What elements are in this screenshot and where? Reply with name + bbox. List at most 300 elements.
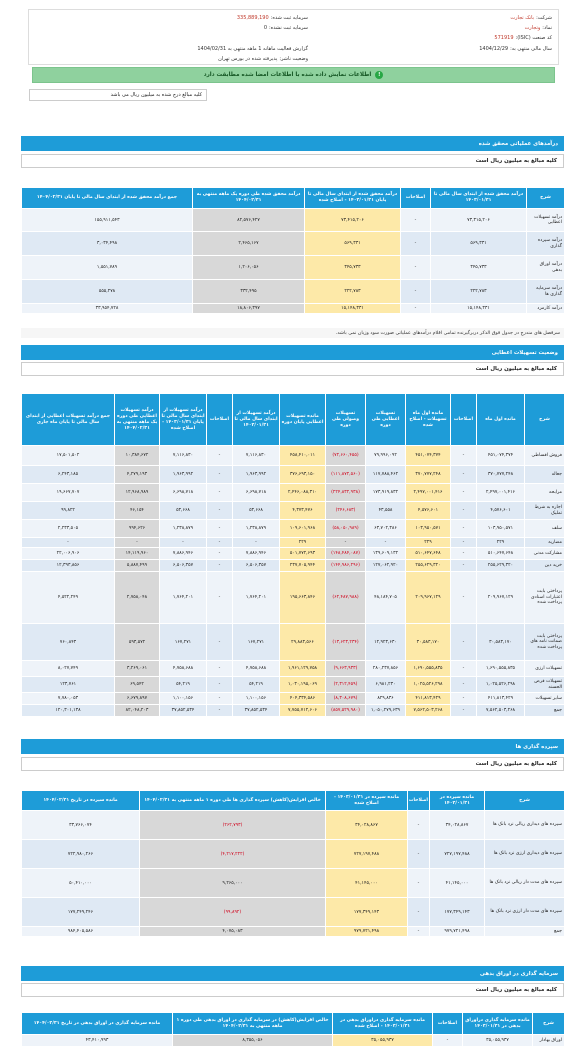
table-cell: ۱۷,۵۰۱,۵۰۲ bbox=[22, 446, 115, 466]
table-row bbox=[22, 560, 565, 572]
table-cell: ۵۴,۲۱۹ bbox=[233, 677, 280, 693]
table-cell: ۱۵,۱۴۸,۳۳۱ bbox=[431, 304, 527, 314]
table-cell: - bbox=[22, 538, 115, 548]
table-cell: - bbox=[207, 538, 233, 548]
table-cell: ۶,۶۹۸,۷۱۸ bbox=[233, 484, 280, 502]
section-loans-unit bbox=[21, 362, 564, 376]
table-cell: ۴,۵۷۶,۶۰۱ bbox=[477, 502, 525, 520]
table-cell: ۲,۴۹۷,۰۰۱,۴۱۶ bbox=[406, 484, 451, 502]
table-cell: ۳۳,۹۵۴,۷۲۸ bbox=[22, 304, 193, 314]
section-revenue-unit bbox=[21, 154, 564, 168]
table-cell: ۱,۷۶۴,۲۰۱ bbox=[160, 572, 207, 624]
table-cell: ۴۱,۱۴۵,۰۰۰ bbox=[430, 869, 485, 898]
table-cell: (۷۲,۶۶۰,۴۵۵) bbox=[326, 446, 366, 466]
table-cell: - bbox=[115, 538, 160, 548]
column-header: مانده اول ماه تسهیلات - اصلاح شده bbox=[406, 394, 451, 446]
table-cell: ۵۰,۴۱۰,۰۰۰ bbox=[22, 869, 140, 898]
revenue-footnote bbox=[21, 328, 564, 338]
table-cell: ۹۹۴,۶۲۶ bbox=[115, 520, 160, 538]
column-header: درآمد محقق شده طی دوره یک ماهه منتهی به ۱۴۰۴/۰۲/۳۱ bbox=[193, 188, 305, 209]
section-bonds-unit bbox=[21, 983, 564, 997]
table-cell: - bbox=[233, 538, 280, 548]
row-label: جعاله bbox=[525, 466, 565, 484]
section-bonds-title bbox=[21, 966, 564, 981]
table-cell: (۸,۳۰۸,۶۷۹) bbox=[326, 693, 366, 705]
symbol-value: وتجارت bbox=[524, 25, 541, 31]
table-cell: (۶۲,۴۸۷,۹۸۸) bbox=[326, 572, 366, 624]
table-cell: - bbox=[451, 560, 477, 572]
isic-label: کد صنعت (ISIC): bbox=[515, 35, 552, 41]
report-row bbox=[197, 44, 308, 54]
deposits-table bbox=[21, 790, 565, 937]
table-cell: - bbox=[207, 624, 233, 661]
table-cell: - bbox=[401, 256, 431, 280]
table-cell: (۱۴۴,۹۸۶,۲۹۶) bbox=[326, 560, 366, 572]
table-cell: ۴۰۴,۳۳۴,۵۸۶ bbox=[280, 693, 326, 705]
table-cell: ۳,۰۳۴,۴۹۸ bbox=[22, 232, 193, 256]
table-cell: - bbox=[451, 677, 477, 693]
table-cell: ۱۲۷,۰۶۲,۹۲۰ bbox=[366, 560, 406, 572]
verified-alert bbox=[32, 67, 555, 83]
table-cell: ۲۲۲,۷۸۳ bbox=[305, 280, 401, 304]
table-cell: (۱۴۸,۴۸۴,۰۸۷) bbox=[326, 548, 366, 560]
row-label: سلف bbox=[525, 520, 565, 538]
table-cell: ۴۵۱,۰۷۴,۳۷۴ bbox=[406, 446, 451, 466]
table-cell: ۳۴۵,۷۳۳ bbox=[431, 256, 527, 280]
table-cell: ۲۵۵,۶۲۹,۳۲۰ bbox=[406, 560, 451, 572]
table-cell: ۳۷,۸۵۲,۵۳۴ bbox=[233, 705, 280, 717]
row-label: اوراق بهادار bbox=[533, 1035, 565, 1047]
report-label: گزارش فعالیت ماهانه 1 ماهه منتهی به 1404/02/31 bbox=[197, 46, 308, 52]
table-row bbox=[22, 484, 565, 502]
table-cell: ۲۹,۸۸۳,۵۶۶ bbox=[280, 624, 326, 661]
info-icon: ! bbox=[375, 71, 383, 79]
table-cell: - bbox=[366, 538, 406, 548]
table-cell: ۴,۲۷۹,۱۹۳ bbox=[115, 466, 160, 484]
table-cell: - bbox=[408, 869, 430, 898]
table-cell: - bbox=[207, 548, 233, 560]
row-label: درآمد سپرده گذاری bbox=[527, 232, 565, 256]
table-cell: ۸,۳۵۵,۰۵۶ bbox=[173, 1035, 333, 1047]
table-cell: ۴,۷۵۸,۶۸۸ bbox=[160, 661, 207, 677]
column-header: اصلاحات bbox=[451, 394, 477, 446]
table-cell: - bbox=[451, 538, 477, 548]
row-label: فروش اقساطی bbox=[525, 446, 565, 466]
table-cell: - bbox=[207, 446, 233, 466]
table-cell: - bbox=[401, 232, 431, 256]
table-cell: ۴۱,۱۴۵,۰۰۰ bbox=[326, 869, 408, 898]
section-title-text: سرمایه گذاری در اوراق بدهی bbox=[479, 970, 558, 977]
table-cell: ۷,۵۶۲,۵۰۳,۲۶۸ bbox=[406, 705, 451, 717]
row-label: سپرده های مدت دار ریالی نزد بانک ها bbox=[485, 869, 565, 898]
table-header-row bbox=[22, 791, 565, 811]
table-cell: ۵۳,۶۶۸ bbox=[160, 502, 207, 520]
table-cell: ۱,۶۹۰,۵۵۵,۸۳۵ bbox=[406, 661, 451, 677]
table-cell: ۳۰,۵۸۳,۱۷۰ bbox=[477, 624, 525, 661]
status-row bbox=[218, 54, 308, 64]
table-cell: ۲,۴۹۷,۰۰۱,۴۱۶ bbox=[477, 484, 525, 502]
table-cell: ۱,۲۰۶,۰۵۶ bbox=[193, 256, 305, 280]
table-cell: - bbox=[207, 520, 233, 538]
section-deposits-unit bbox=[21, 757, 564, 771]
row-label: سپرده های دیداری ریالی نزد بانک ها bbox=[485, 811, 565, 840]
table-cell: - bbox=[207, 560, 233, 572]
column-header: شرح bbox=[533, 1013, 565, 1035]
table-cell: ۴,۷۵۸,۶۸۸ bbox=[233, 661, 280, 677]
column-header: درآمد محقق شده از ابتدای سال مالی تا پایان ۱۴۰۳/۰۱/۳۱ - اصلاح شده bbox=[305, 188, 401, 209]
table-cell: ۳۴۵,۷۳۳ bbox=[305, 256, 401, 280]
column-header: درآمد تسهیلات از ابتدای سال مالی تا پایان ۱۴۰۳/۰۱/۳۱ - اصلاح شده bbox=[160, 394, 207, 446]
table-cell: ۶,۶۹۸,۷۱۸ bbox=[160, 484, 207, 502]
table-cell: ۴۱۱,۸۱۳,۴۲۹ bbox=[406, 693, 451, 705]
table-cell: ۴۵۸,۴۱۰,۰۱۱ bbox=[280, 446, 326, 466]
row-label: پرداختی بابت اعتبارات اسنادی پرداخت شده bbox=[525, 572, 565, 624]
table-cell: - bbox=[326, 538, 366, 548]
table-cell: - bbox=[408, 898, 430, 927]
table-cell: ۹۹,۸۲۲ bbox=[22, 502, 115, 520]
revenue-table bbox=[21, 187, 565, 314]
table-cell: - bbox=[451, 705, 477, 717]
row-label: پرداختی بابت ضمانت نامه های پرداخت شده bbox=[525, 624, 565, 661]
table-cell: ۷,۷۵۵,۷۱۲,۶۰۶ bbox=[280, 705, 326, 717]
table-cell: - bbox=[451, 661, 477, 677]
column-header: مانده اول ماه bbox=[477, 394, 525, 446]
table-cell: ۱۱۷,۷۸۸,۴۶۲ bbox=[366, 466, 406, 484]
row-label: درآمد اوراق بدهی bbox=[527, 256, 565, 280]
table-row bbox=[22, 502, 565, 520]
table-cell: ۷,۱۱۶,۸۳۰ bbox=[233, 446, 280, 466]
section-title-text: درآمدهای عملیاتی محقق شده bbox=[478, 140, 558, 147]
table-row bbox=[22, 304, 565, 314]
table-cell: ۳۷۰,۷۷۷,۲۴۸ bbox=[477, 466, 525, 484]
table-cell: - bbox=[408, 927, 430, 937]
column-header: درآمد تسهیلات از ابتدای سال مالی تا ۱۴۰۳/۰۱/۳۱ bbox=[233, 394, 280, 446]
table-row bbox=[22, 898, 565, 927]
table-cell: ۲۳۷,۷۰۵,۹۴۴ bbox=[280, 560, 326, 572]
table-cell: ۵۹۳,۵۷۲ bbox=[115, 624, 160, 661]
company-label: شرکت: bbox=[536, 15, 552, 21]
row-label: جمع bbox=[525, 705, 565, 717]
table-row bbox=[22, 840, 565, 869]
table-cell: ۱۸,۸۰۶,۳۹۷ bbox=[193, 304, 305, 314]
table-cell: ۲۲۹ bbox=[406, 538, 451, 548]
table-cell: (۵۸,۰۵۰,۹۸۹) bbox=[326, 520, 366, 538]
company-info-box bbox=[28, 9, 559, 65]
table-cell: ۱۷۷,۳۴۹,۱۴۳ bbox=[430, 898, 485, 927]
table-cell: ۲۸۰,۲۳۷,۸۵۶ bbox=[366, 661, 406, 677]
unreg-label: سرمایه ثبت نشده: bbox=[269, 25, 308, 31]
table-cell: ۵۶۹,۳۳۱ bbox=[431, 232, 527, 256]
table-cell: ۵۶۹,۳۳۱ bbox=[305, 232, 401, 256]
table-cell: ۳۰,۵۸۳,۱۷۰ bbox=[406, 624, 451, 661]
bonds-table bbox=[21, 1012, 565, 1047]
column-header: خالص افزایش(کاهش) در سرمایه گذاری در اوراق بدهی طی دوره ۱ ماهه منتهی به ۱۴۰۴/۰۲/۳۱ bbox=[173, 1013, 333, 1035]
table-cell: ۱۰۳,۹۵۰,۵۷۱ bbox=[406, 520, 451, 538]
table-cell: ۸۲,۰۴۸,۲۰۳ bbox=[115, 705, 160, 717]
column-header: مانده سرمایه گذاری در اوراق بدهی در تاریخ ۱۴۰۴/۰۲/۳۱ bbox=[22, 1013, 173, 1035]
table-cell: - bbox=[401, 280, 431, 304]
unreg-capital-row bbox=[264, 23, 308, 33]
table-cell: ۲۲۲,۷۸۳ bbox=[431, 280, 527, 304]
table-cell: - bbox=[207, 572, 233, 624]
table-cell: ۲۲,۰۰۶,۹۰۶ bbox=[22, 548, 115, 560]
table-row bbox=[22, 548, 565, 560]
isic-value: 571919 bbox=[494, 35, 514, 41]
table-row bbox=[22, 677, 565, 693]
table-cell: ۱۲,۹۶۸,۹۸۹ bbox=[115, 484, 160, 502]
table-row bbox=[22, 624, 565, 661]
table-cell: ۸۲,۵۷۶,۴۲۷ bbox=[193, 209, 305, 232]
table-cell: - bbox=[207, 466, 233, 484]
table-cell: ۷,۷۸۰,۰۵۳ bbox=[22, 693, 115, 705]
table-row bbox=[22, 811, 565, 840]
table-cell: (۹,۶۶۳,۹۳۳) bbox=[326, 661, 366, 677]
table-row bbox=[22, 446, 565, 466]
table-cell: ۱۶۷,۲۷۱ bbox=[233, 624, 280, 661]
table-cell: ۱۹,۶۶۷,۷۰۷ bbox=[22, 484, 115, 502]
table-cell: (۲,۳۱۲,۴۵۹) bbox=[326, 677, 366, 693]
table-cell: - bbox=[401, 304, 431, 314]
section-unit-text: کلیه مبالغ به میلیون ریال است bbox=[475, 761, 557, 767]
period-value: 1404/12/29 bbox=[479, 46, 509, 52]
table-cell: ۱,۷۶۴,۲۰۱ bbox=[233, 572, 280, 624]
period-label: سال مالی منتهی به: bbox=[510, 46, 552, 52]
table-cell: ۶,۵۰۶,۳۵۷ bbox=[160, 560, 207, 572]
table-cell: ۱,۰۲۵,۵۲۶,۲۹۸ bbox=[477, 677, 525, 693]
table-cell: ۶,۶۷۹,۸۹۷ bbox=[115, 693, 160, 705]
table-cell: - bbox=[451, 520, 477, 538]
column-header: درآمد محقق شده از ابتدای سال مالی تا ۱۴۰۳/۰۱/۳۱ bbox=[431, 188, 527, 209]
table-cell: ۱,۵۵۱,۷۸۹ bbox=[22, 256, 193, 280]
column-header: اصلاحات bbox=[408, 791, 430, 811]
table-cell: - bbox=[401, 209, 431, 232]
isic-row bbox=[494, 33, 552, 43]
table-cell: ۲,۴۶۵,۱۶۷ bbox=[193, 232, 305, 256]
row-label: تسهیلات قرض الحسنه bbox=[525, 677, 565, 693]
table-cell: ۱۲۰,۳۰۱,۱۳۸ bbox=[22, 705, 115, 717]
row-label: خرید دین bbox=[525, 560, 565, 572]
status-value: پذیرفته شده در بورس تهران bbox=[218, 56, 278, 62]
capital-row bbox=[237, 13, 308, 23]
table-cell: ۳۷۰,۷۷۷,۲۴۸ bbox=[406, 466, 451, 484]
section-title-text: وضعیت تسهیلات اعطایی bbox=[491, 349, 558, 356]
section-unit-text: کلیه مبالغ به میلیون ریال است bbox=[475, 987, 557, 993]
table-cell: ۷۲۷,۱۹۷,۴۸۸ bbox=[430, 840, 485, 869]
table-cell: ۷۲۷,۱۹۷,۴۸۸ bbox=[326, 840, 408, 869]
table-cell: ۱۲,۳۹۳,۸۵۶ bbox=[22, 560, 115, 572]
table-cell: ۱۵۵,۹۱۱,۵۴۳ bbox=[22, 209, 193, 232]
company-value: بانک تجارت bbox=[510, 15, 535, 21]
table-cell: ۵۳,۶۶۸ bbox=[233, 502, 280, 520]
section-revenue-title bbox=[21, 136, 564, 151]
unreg-value: 0 bbox=[263, 25, 267, 31]
column-header: درآمد تسهیلات اعطایی طی دوره یک ماهه منتهی به ۱۴۰۴/۰۲/۳۱ bbox=[115, 394, 160, 446]
table-cell: ۱۹۵,۶۶۳,۸۴۶ bbox=[280, 572, 326, 624]
table-cell: ۱,۹۶۳,۹۹۲ bbox=[233, 466, 280, 484]
table-cell: ۲۵۵,۶۲۹,۳۲۰ bbox=[477, 560, 525, 572]
status-label: وضعیت ناشر: bbox=[279, 56, 308, 62]
column-header: اصلاحات bbox=[207, 394, 233, 446]
table-cell: ۹,۲۶۵,۰۰۰ bbox=[140, 869, 326, 898]
table-cell: ۱۶۷,۲۷۱ bbox=[160, 624, 207, 661]
table-cell: ۴,۳۷۳,۴۷۶ bbox=[280, 502, 326, 520]
table-cell: - bbox=[451, 693, 477, 705]
table-cell: (۱۳,۶۲۳,۲۳۴) bbox=[326, 624, 366, 661]
table-cell: - bbox=[451, 548, 477, 560]
table-cell: ۷۹,۹۹۶,۰۹۲ bbox=[366, 446, 406, 466]
table-row bbox=[22, 538, 565, 548]
table-cell: (۹۹,۸۹۲) bbox=[140, 898, 326, 927]
company-row bbox=[510, 13, 552, 23]
table-cell: ۱,۲۳۸,۸۷۹ bbox=[160, 520, 207, 538]
table-cell: ۷۳,۳۱۵,۲۰۶ bbox=[431, 209, 527, 232]
table-cell: ۶,۲۴۳,۱۸۵ bbox=[22, 466, 115, 484]
table-cell: ۷۳,۴۱۵,۲۰۶ bbox=[305, 209, 401, 232]
table-cell: ۹۷۹,۷۲۱,۴۹۸ bbox=[326, 927, 408, 937]
table-cell: - bbox=[207, 502, 233, 520]
table-cell: ۲,۲۳۳,۵۰۵ bbox=[22, 520, 115, 538]
table-cell: ۸۲۹,۸۳۶ bbox=[366, 693, 406, 705]
table-cell: ۴,۵۷۶,۶۰۱ bbox=[406, 502, 451, 520]
table-cell: (۸۵۷,۵۲۹,۹۸۰) bbox=[326, 705, 366, 717]
table-row bbox=[22, 256, 565, 280]
table-cell: - bbox=[207, 677, 233, 693]
table-cell: (۲۴۶,۶۸۳) bbox=[326, 502, 366, 520]
table-cell: ۱۷۷,۲۴۹,۲۴۶ bbox=[22, 898, 140, 927]
table-row bbox=[22, 280, 565, 304]
row-label: سپرده های مدت دار ارزی نزد بانک ها bbox=[485, 898, 565, 927]
table-cell: - bbox=[451, 466, 477, 484]
column-header: مانده سرمایه گذاری دراوراق بدهی در ۱۴۰۳/۰۱/۳۱ bbox=[463, 1013, 533, 1035]
table-row bbox=[22, 693, 565, 705]
table-cell: ۲۲۹ bbox=[280, 538, 326, 548]
table-row bbox=[22, 232, 565, 256]
column-header: مانده سرمایه گذاری دراوراق بدهی در ۱۴۰۳/۰۱/۳۱ - اصلاح شده bbox=[333, 1013, 433, 1035]
table-cell: (۲۲۴,۸۳۲,۹۳۸) bbox=[326, 484, 366, 502]
table-cell: ۳۷,۸۵۲,۵۳۴ bbox=[160, 705, 207, 717]
footnote-text: سرفصل های مندرج در جدول فوق الذکر دربرگیرنده تمامی اقلام درآمدهای عملیاتی صورت سود وزیان نمی باشد. bbox=[335, 330, 560, 336]
table-row bbox=[22, 572, 565, 624]
table-cell: ۱۷۳,۹۱۹,۸۳۲ bbox=[366, 484, 406, 502]
row-label: تسهیلات ارزی bbox=[525, 661, 565, 677]
section-unit-text: کلیه مبالغ به میلیون ریال است bbox=[475, 158, 557, 164]
table-cell: - bbox=[451, 572, 477, 624]
table-cell: - bbox=[207, 693, 233, 705]
table-cell: ۸,۰۲۷,۷۴۹ bbox=[22, 661, 115, 677]
capital-label: سرمایه ثبت شده: bbox=[270, 15, 308, 21]
table-cell: ۳,۲۶۹,۰۶۱ bbox=[115, 661, 160, 677]
column-header: مانده سپرده در ۱۴۰۳/۰۱/۳۱ bbox=[430, 791, 485, 811]
column-header: اصلاحات bbox=[433, 1013, 463, 1035]
alert-text: اطلاعات نمایش داده شده با اطلاعات امضا شده مطابقت دارد bbox=[203, 72, 372, 78]
table-cell: ۹۷۹,۷۲۱,۴۹۸ bbox=[430, 927, 485, 937]
table-cell: ۱۳۹,۶۰۹,۱۳۲ bbox=[366, 548, 406, 560]
table-header-row bbox=[22, 188, 565, 209]
table-row bbox=[22, 705, 565, 717]
table-cell: ۱,۹۶۳,۹۹۲ bbox=[160, 466, 207, 484]
table-cell: ۱۰۹,۶۰۱,۹۶۸ bbox=[280, 520, 326, 538]
row-label: سایر تسهیلات bbox=[525, 693, 565, 705]
row-label: مرابحه bbox=[525, 484, 565, 502]
table-cell: ۵,۸۸۷,۴۹۹ bbox=[115, 560, 160, 572]
column-header: جمع درآمد تسهیلات اعطایی از ابتدای سال مالی تا پایان ماه جاری bbox=[22, 394, 115, 446]
period-row bbox=[479, 44, 552, 54]
table-cell: ۱,۹۶۱,۱۲۹,۷۵۸ bbox=[280, 661, 326, 677]
column-header: شرح bbox=[525, 394, 565, 446]
table-cell: ۴۳,۴۱۰,۹۹۳ bbox=[22, 1035, 173, 1047]
table-cell: ۱,۲۳۸,۸۷۹ bbox=[233, 520, 280, 538]
table-cell: ۳۳,۷۶۶,۰۷۴ bbox=[22, 811, 140, 840]
table-row bbox=[22, 209, 565, 232]
table-cell: ۳۴,۰۲۸,۸۶۷ bbox=[430, 811, 485, 840]
loans-table bbox=[21, 393, 565, 717]
column-header: جمع درآمد محقق شده از ابتدای سال مالی تا پایان ۱۴۰۴/۰۲/۳۱ bbox=[22, 188, 193, 209]
table-cell: ۳۷۶,۶۹۳,۱۵۰ bbox=[280, 466, 326, 484]
row-label: مشارکت مدنی bbox=[525, 548, 565, 560]
table-cell: ۵۱۰,۶۴۷,۶۴۸ bbox=[406, 548, 451, 560]
table-cell: ۲,۴۴۶,۰۸۸,۳۱۰ bbox=[280, 484, 326, 502]
table-cell: ۱۷۷,۳۴۹,۱۴۳ bbox=[326, 898, 408, 927]
table-cell: - bbox=[451, 484, 477, 502]
table-cell: ۷۲۲,۹۸۰,۲۶۶ bbox=[22, 840, 140, 869]
table-row bbox=[22, 661, 565, 677]
table-cell: ۱,۱۰۰,۱۵۶ bbox=[160, 693, 207, 705]
column-header: مانده سپرده در ۱۴۰۳/۰۱/۳۱ - اصلاح شده bbox=[326, 791, 408, 811]
section-unit-text: کلیه مبالغ به میلیون ریال است bbox=[475, 366, 557, 372]
capital-value: 335,889,190 bbox=[236, 15, 269, 21]
table-cell: - bbox=[433, 1035, 463, 1047]
report-header bbox=[0, 0, 584, 112]
table-cell: ۱۰,۳۸۴,۶۷۲ bbox=[115, 446, 160, 466]
table-cell: - bbox=[207, 705, 233, 717]
table-cell: ۷۶۰,۸۴۳ bbox=[22, 624, 115, 661]
symbol-label: نماد: bbox=[542, 25, 552, 31]
table-cell: ۵۵۵,۲۷۸ bbox=[22, 280, 193, 304]
table-cell: ۶۹,۵۴۲ bbox=[115, 677, 160, 693]
table-cell: ۲۰۹,۹۶۷,۱۲۹ bbox=[477, 572, 525, 624]
table-cell: ۵۴,۲۱۹ bbox=[160, 677, 207, 693]
table-cell: - bbox=[451, 624, 477, 661]
table-cell: - bbox=[207, 484, 233, 502]
table-cell: - bbox=[160, 538, 207, 548]
table-cell: ۱۰۳,۹۵۰,۵۷۱ bbox=[477, 520, 525, 538]
table-cell: ۶۳,۷۰۲,۳۸۶ bbox=[366, 520, 406, 538]
currency-note-text: کلیه مبالغ درج شده به میلیون ریال می باشد bbox=[110, 92, 202, 98]
table-cell: ۱,۰۳۰,۱۹۵,۰۶۹ bbox=[280, 677, 326, 693]
row-label: درآمد سرمایه گذاری ها bbox=[527, 280, 565, 304]
row-label: جمع bbox=[485, 927, 565, 937]
table-cell: ۱۴,۱۱۹,۹۶۰ bbox=[115, 548, 160, 560]
table-cell: ۳۵,۰۵۵,۹۳۷ bbox=[463, 1035, 533, 1047]
table-cell: ۱,۰۲۵,۵۲۶,۲۹۸ bbox=[406, 677, 451, 693]
column-header: تسهیلات وصولی طی دوره bbox=[326, 394, 366, 446]
table-cell: ۱,۱۰۰,۱۵۶ bbox=[233, 693, 280, 705]
table-header-row bbox=[22, 394, 565, 446]
table-cell: ۷,۸۸۶,۹۴۶ bbox=[233, 548, 280, 560]
row-label: اجاره به شرط تملیک bbox=[525, 502, 565, 520]
table-cell: ۴۵۱,۰۷۴,۳۷۴ bbox=[477, 446, 525, 466]
table-cell: ۲۲۹ bbox=[477, 538, 525, 548]
table-cell: ۳۳۲,۴۹۵ bbox=[193, 280, 305, 304]
table-cell: ۷,۸۸۶,۹۴۶ bbox=[160, 548, 207, 560]
table-cell: ۴۳,۵۵۸ bbox=[366, 502, 406, 520]
table-row bbox=[22, 869, 565, 898]
table-cell: ۴۶,۱۵۴ bbox=[115, 502, 160, 520]
table-cell: ۷,۵۶۲,۵۰۳,۲۶۸ bbox=[477, 705, 525, 717]
table-cell: ۱,۰۵۰,۲۷۹,۶۳۹ bbox=[366, 705, 406, 717]
column-header: خالص افزایش(کاهش) سپرده گذاری ها طی دوره ۱ ماهه منتهی به ۱۴۰۴/۰۲/۳۱ bbox=[140, 791, 326, 811]
table-cell: ۳۴,۰۲۸,۸۶۷ bbox=[326, 811, 408, 840]
